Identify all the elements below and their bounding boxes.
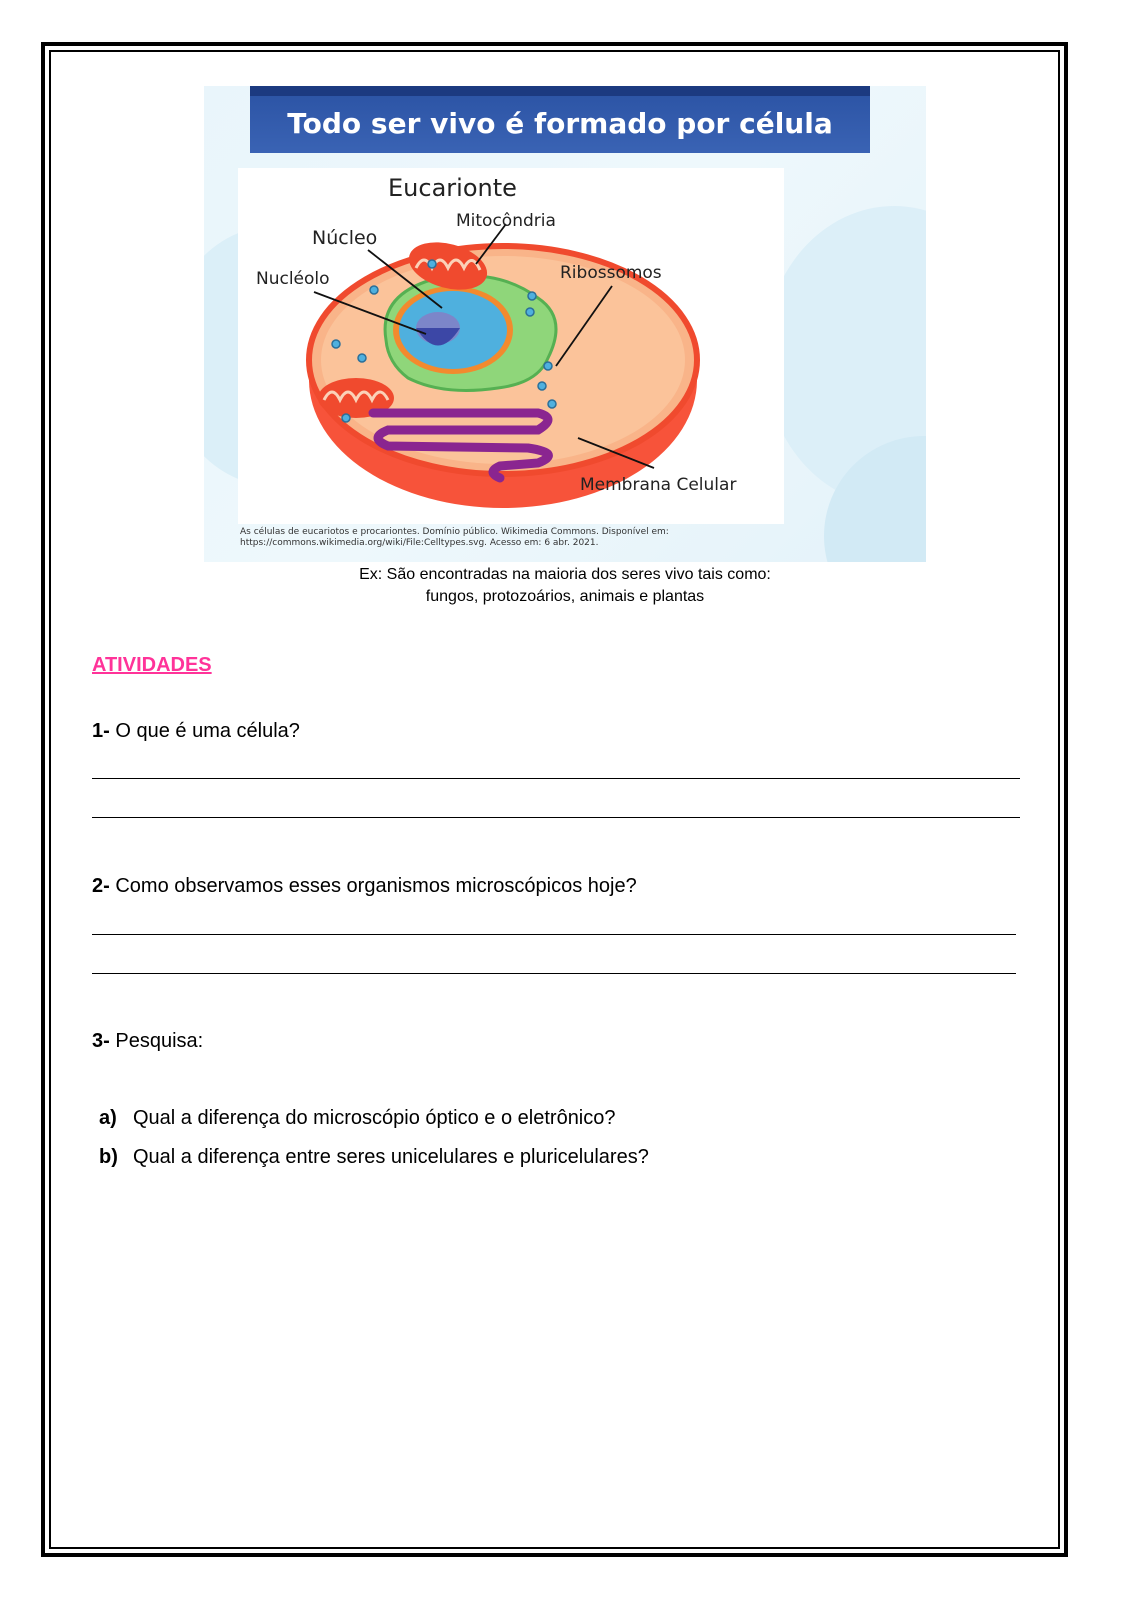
question-3-number: 3- [92,1030,110,1052]
item-b-text: Qual a diferença entre seres unicelulares e pluricelulares? [133,1146,649,1168]
answer-line[interactable] [92,973,1016,974]
credit-line-2: https://commons.wikimedia.org/wiki/File:Celltypes.svg. Acesso em: 6 abr. 2021. [240,538,599,548]
caption-line-2: fungos, protozoários, animais e plantas [425,588,705,605]
cell-figure [204,86,926,562]
research-item-a [99,1107,616,1130]
answer-line[interactable] [92,817,1020,818]
label-nucleolo: Nucléolo [256,269,330,289]
question-3-text: Pesquisa: [115,1030,204,1052]
question-1-number: 1- [92,720,110,742]
question-1 [92,720,300,743]
figure-credit [240,527,840,549]
label-ribossomos: Ribossomos [560,263,662,283]
item-a-letter: a) [99,1107,117,1129]
question-2-text: Como observamos esses organismos microscópicos hoje? [115,875,637,897]
cell-diagram-panel [238,168,784,524]
question-2 [92,875,637,898]
label-membrana: Membrana Celular [580,475,737,495]
eukaryotic-cell-diagram [238,168,784,524]
question-2-number: 2- [92,875,110,897]
question-1-text: O que é uma célula? [115,720,300,742]
figure-caption [204,564,926,608]
caption-line-1: Ex: São encontradas na maioria dos seres vivo tais como: [359,566,771,583]
label-nucleo: Núcleo [312,227,378,249]
question-3 [92,1030,203,1053]
label-mitocondria: Mitocôndria [456,211,556,231]
item-a-text: Qual a diferença do microscópio óptico e o eletrônico? [133,1107,616,1129]
activities-heading: ATIVIDADES [92,654,212,676]
figure-banner-title: Todo ser vivo é formado por célula [250,86,870,153]
answer-line[interactable] [92,934,1016,935]
credit-line-1: As células de eucariotos e procariontes. Domínio público. Wikimedia Commons. Disponível em: [240,527,669,537]
item-b-letter: b) [99,1146,118,1168]
answer-line[interactable] [92,778,1020,779]
diagram-title: Eucarionte [388,174,517,202]
research-item-b [99,1146,649,1169]
